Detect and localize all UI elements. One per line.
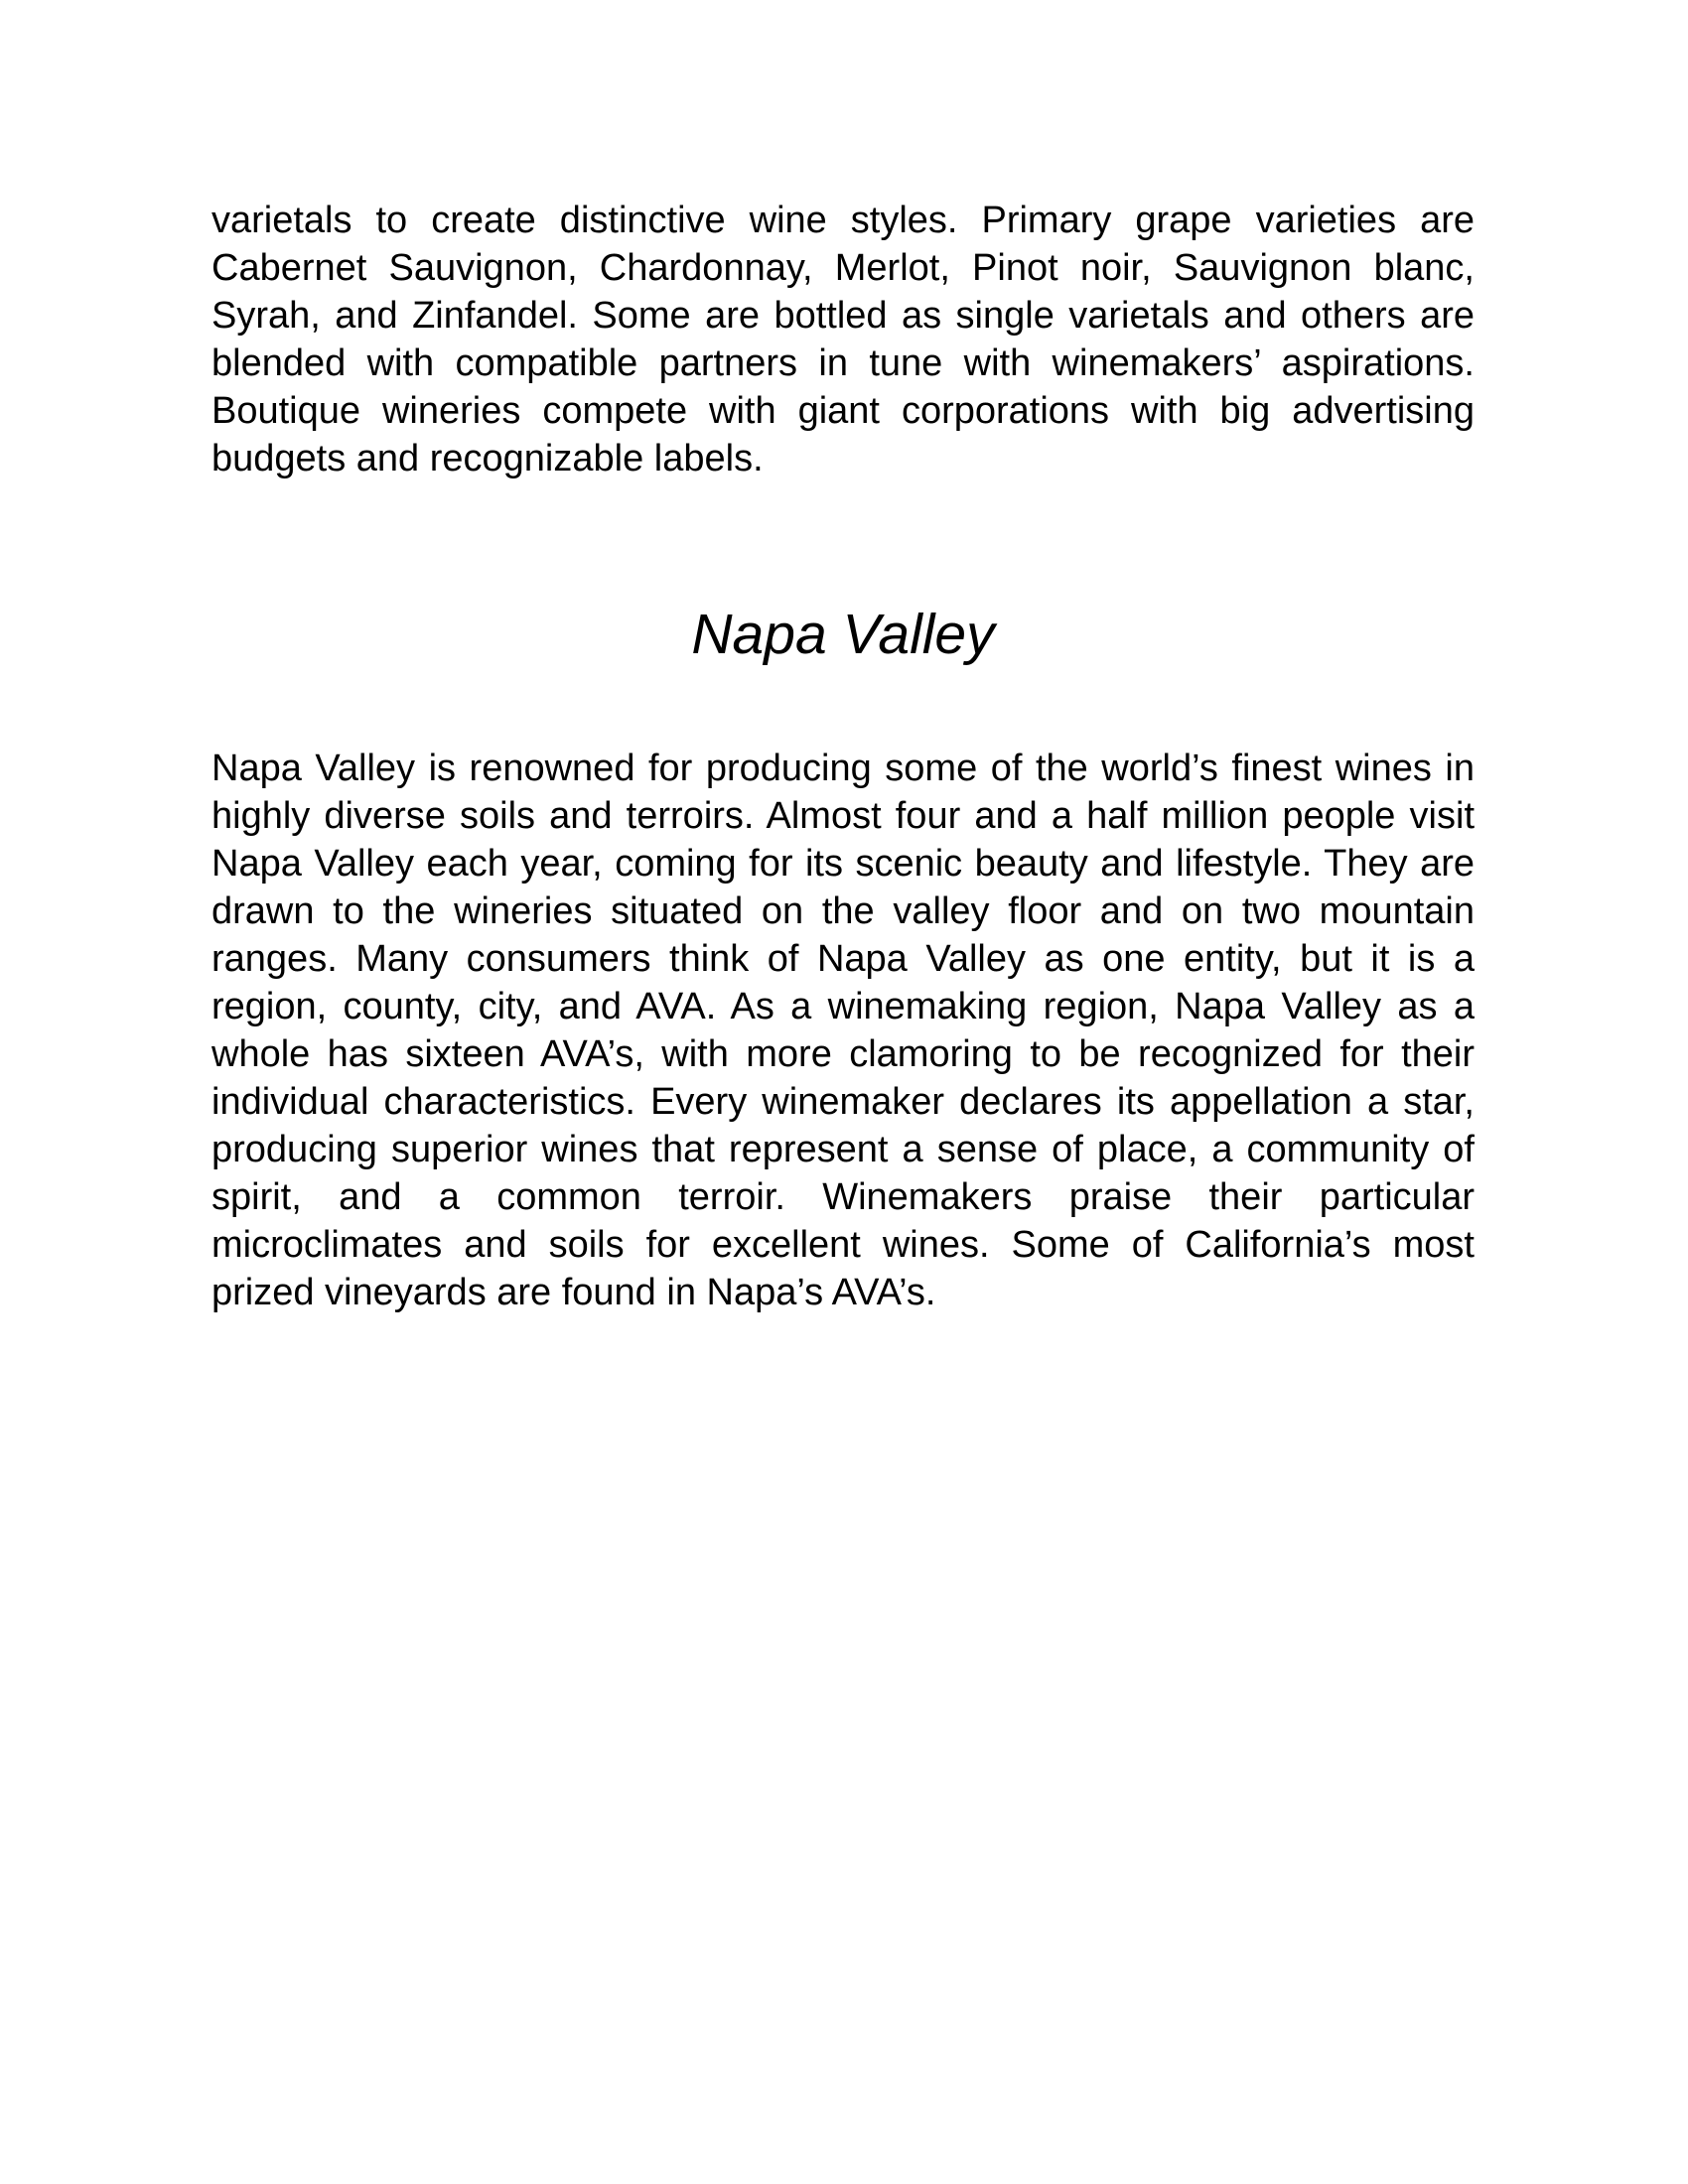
napa-valley-paragraph: Napa Valley is renowned for producing some of the world’s finest wines in highly diverse soils and terroirs. Almost four and a half million people visit Napa Valley each year, coming for its scenic beauty and lifestyle. They are drawn to the wineries situated on the valley floor and on two mountain ranges. Many consumers think of Napa Valley as one entity, but it is a region, county, city, and AVA. As a winemaking region, Napa Valley as a whole has sixteen AVA’s, with more clamoring to be recognized for their individual characteristics. Every winemaker declares its appellation a star, producing superior wines that represent a sense of place, a community of spirit, and a common terroir. Winemakers praise their particular microclimates and soils for excellent wines. Some of California’s most prized vineyards are found in Napa’s AVA’s. bbox=[211, 748, 1475, 1313]
section-heading: Napa Valley bbox=[691, 603, 995, 666]
intro-paragraph: varietals to create distinctive wine styles. Primary grape varieties are Cabernet Sauvignon, Chardonnay, Merlot, Pinot noir, Sauvignon blanc, Syrah, and Zinfandel. Some are bottled as single varietals and others are blended with compatible partners in tune with winemakers’ aspirations. Boutique wineries compete with giant corporations with big advertising budgets and recognizable labels. bbox=[211, 200, 1475, 479]
